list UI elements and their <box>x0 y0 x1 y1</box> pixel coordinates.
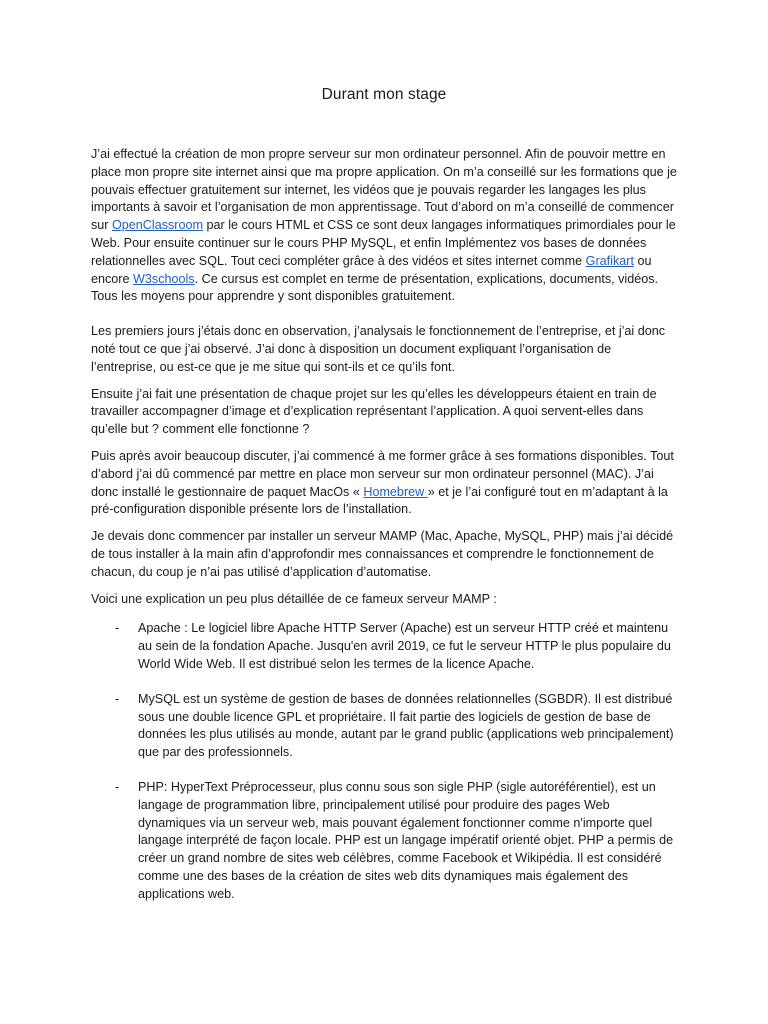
paragraph-5: Je devais donc commencer par installer un serveur MAMP (Mac, Apache, MySQL, PHP) mais j’ai décidé de tous installer à la main afin d’approfondir mes connaissances et comprendre le fonctionnement de chacun, du coup je n’ai pas utilisé d’application d’automatise. <box>91 529 674 579</box>
document-body <box>91 146 679 920</box>
paragraph-1-text-b: par le cours HTML et CSS ce sont deux langages informatiques primordiales pour le Web. Pour ensuite continuer sur le cours PHP MySQL, et enfin Implémentez vos bases de données relationnelles avec SQL. Tout ceci compléter grâce à des vidéos et sites internet comme <box>91 218 676 268</box>
paragraph-3: Ensuite j’ai fait une présentation de chaque projet sur les qu’elles les développeurs étaient en train de travailler accompagner d’image et d’explication représentant l’application. A quoi servent-elles dans qu’elle but ? comment elle fonctionne ? <box>91 386 657 437</box>
paragraph-1-text-c: ou encore <box>91 253 652 286</box>
list-item-text: PHP: HyperText Préprocesseur, plus connu sous son sigle PHP (sigle autoréférentiel), est un langage de programmation libre, principalement utilisé pour produire des pages Web dynamiques via un serveur web, mais pouvant également fonctionner comme n'importe quel langage interprété de façon locale. PHP est un langage impératif orienté objet. PHP a permis de créer un grand nombre de sites web célèbres, comme Facebook et Wikipédia. Il est considéré comme une des bases de la création de sites web dits dynamiques mais également des applications web. <box>138 779 674 901</box>
paragraph-4 <box>91 448 679 519</box>
list-dash: - <box>115 779 120 794</box>
list-item-php <box>91 779 679 904</box>
paragraph-4-text-b: » et je l’ai configuré tout en m’adaptant à la pré-configuration disponible présente lors de l’installation. <box>91 484 668 517</box>
list-dash: - <box>115 691 120 706</box>
w3schools-link[interactable]: W3schools <box>133 271 195 286</box>
mamp-component-list <box>91 620 679 903</box>
list-item-mysql <box>91 691 679 762</box>
paragraph-1 <box>91 146 679 306</box>
list-item-text: MySQL est un système de gestion de bases de données relationnelles (SGBDR). Il est distribué sous une double licence GPL et propriétaire. Il fait partie des logiciels de gestion de base de données les plus utilisés au monde, autant par le grand public (applications web principalement) que par des professionnels. <box>138 691 674 760</box>
paragraph-1-text-d: . Ce cursus est complet en terme de présentation, explications, documents, vidéos. Tous les moyens pour apprendre y sont disponibles gratuitement. <box>91 271 659 304</box>
paragraph-1-text-a: J’ai effectué la création de mon propre serveur sur mon ordinateur personnel. Afin de pouvoir mettre en place mon propre site internet ainsi que ma propre application. On m’a conseillé sur les formations que je pouvais effectuer gratuitement sur internet, les vidéos que je pouvais regarder les langages les plus importants à savoir et l’organisation de mon apprentissage. Tout d’abord on m’a conseillé de commencer sur <box>91 147 677 233</box>
paragraph-4-text-a: Puis après avoir beaucoup discuter, j’ai commencé à me former grâce à ses formations disponibles. Tout d’abord j’ai dû commencé par mettre en place mon serveur sur mon ordinateur personnel (MAC). J’ai donc installé le gestionnaire de paquet MacOs « <box>91 448 674 499</box>
paragraph-2: Les premiers jours j’étais donc en observation, j’analysais le fonctionnement de l’entreprise, et j’ai donc noté tout ce que j’ai observé. J’ai donc à disposition un document expliquant l’organisation de l’entreprise, ou est-ce que je me situe qui sont-ils et ce qu’ils font. <box>91 324 666 374</box>
page-title: Durant mon stage <box>321 86 447 103</box>
openclassroom-link[interactable]: OpenClassroom <box>112 218 203 233</box>
grafikart-link[interactable]: Grafikart <box>585 253 634 268</box>
paragraph-6: Voici une explication un peu plus détaillée de ce fameux serveur MAMP : <box>91 591 497 606</box>
list-item-text: Apache : Le logiciel libre Apache HTTP Server (Apache) est un serveur HTTP créé et maintenu au sein de la fondation Apache. Jusqu'en avril 2019, ce fut le serveur HTTP le plus populaire du World Wide Web. Il est distribué selon les termes de la licence Apache. <box>138 621 671 671</box>
list-item-apache <box>91 620 679 673</box>
homebrew-link[interactable]: Homebrew <box>363 484 428 499</box>
list-dash: - <box>115 621 120 636</box>
